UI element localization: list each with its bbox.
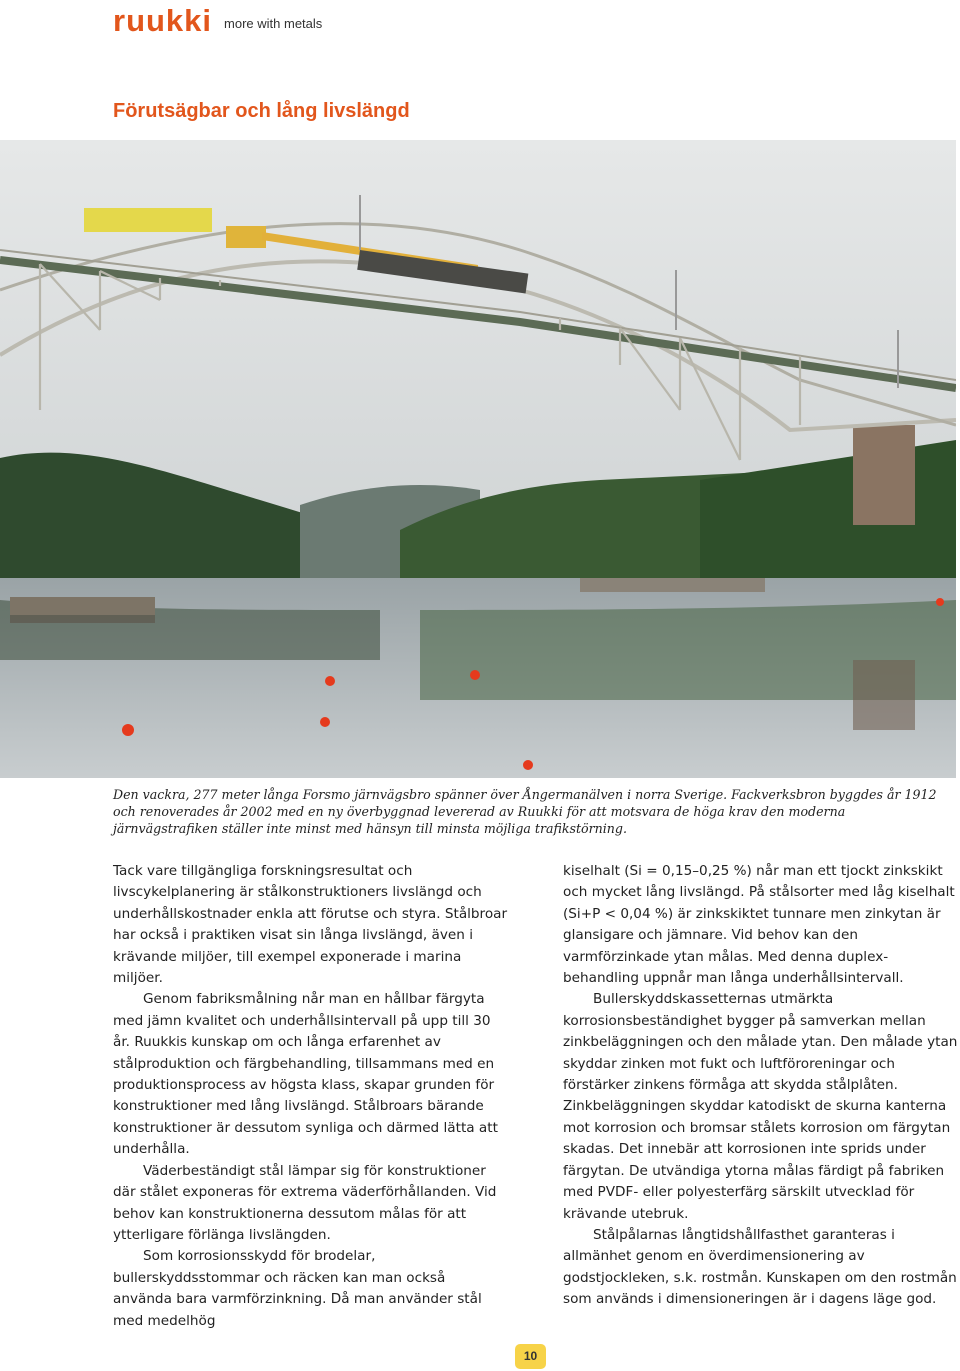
paragraph: Väderbeständigt stål lämpar sig för konstruktioner där stålet exponeras för extrema väderförhållanden. Vid behov kan konstruktionerna dessutom målas för att ytterligare förlänga livslängden.	[113, 1162, 497, 1243]
paragraph: Bullerskyddskassetternas utmärkta korrosionsbeständighet bygger på samverkan mellan zinkbeläggningen och den målade ytan. Den målade ytan skyddar zinken mot fukt och luftföroreningar och förstärker zinkens förmåga att skydda stålplåten. Zinkbeläggningen skyddar katodiskt de skurna kanterna mot korrosion och bromsar stålets korrosion om färgytan skadas. Det innebär att korrosionen inte sprids under färgytan. De utvändiga ytorna målas färdigt på fabriken med PVDF- eller polyesterfärg särskilt utvecklad för krävande utebruk.	[563, 991, 958, 1222]
paragraph: Som korrosionsskydd för brodelar, bullerskyddsstommar och räcken kan man också använda bara varmförzinkning. Då man använder stål med medelhög	[113, 1248, 482, 1329]
bridge-illustration	[0, 140, 956, 778]
text-column-left	[113, 861, 508, 1332]
text-column-right	[563, 861, 958, 1311]
bridge-photo	[0, 140, 956, 778]
paragraph: Genom fabriksmålning når man en hållbar färgyta med jämn kvalitet och underhållsintervall på upp till 30 år. Ruukkis kunskap om och långa erfarenhet av stålproduktion och färgbehandling, tillsammans med en produktionsprocess av högsta klass, skapar grunden för konstruktioner med lång livslängd. Stålbroars bärande konstruktioner är dessutom synliga och därmed lätta att underhålla.	[113, 991, 498, 1158]
paragraph: Tack vare tillgängliga forskningsresultat och livscykelplanering är stålkonstruktioners livslängd och underhållskostnader enkla att förutse och styra. Stålbroar har också i praktiken visat sin långa livslängd, även i krävande miljöer, till exempel exponerade i marina miljöer.	[113, 863, 508, 987]
page-title: Förutsägbar och lång livslängd	[113, 100, 410, 122]
page-number-badge: 10	[515, 1344, 546, 1369]
paragraph: kiselhalt (Si = 0,15–0,25 %) når man ett tjockt zinkskikt och mycket lång livslängd. På stålsorter med låg kiselhalt (Si+P < 0,04 %) är zinkskiktet tunnare men zinkytan är glansigare och jämnare. Vid behov kan den varmförzinkade ytan målas. Med denna duplex-behandling uppnår man långa underhållsintervall.	[563, 863, 955, 987]
tagline: more with metals	[224, 16, 323, 31]
paragraph: Stålpålarnas långtidshållfasthet garanteras i allmänhet genom en överdimensionering av godstjockleken, s.k. rostmån. Kunskapen om den rostmån som används i dimensioneringen är i dagens läge god.	[563, 1226, 957, 1308]
header	[113, 3, 323, 38]
photo-caption: Den vackra, 277 meter långa Forsmo järnvägsbro spänner över Ångermanälven i norra Sverige. Fackverksbron byggdes år 1912 och renoverades år 2002 med en ny överbyggnad levererad av Ruukki för att motsvara de höga krav den moderna järnvägstrafiken ställer inte minst med hänsyn till minsta möjliga trafikstörning.	[113, 787, 937, 836]
ruukki-logo: ruukki	[113, 3, 213, 38]
